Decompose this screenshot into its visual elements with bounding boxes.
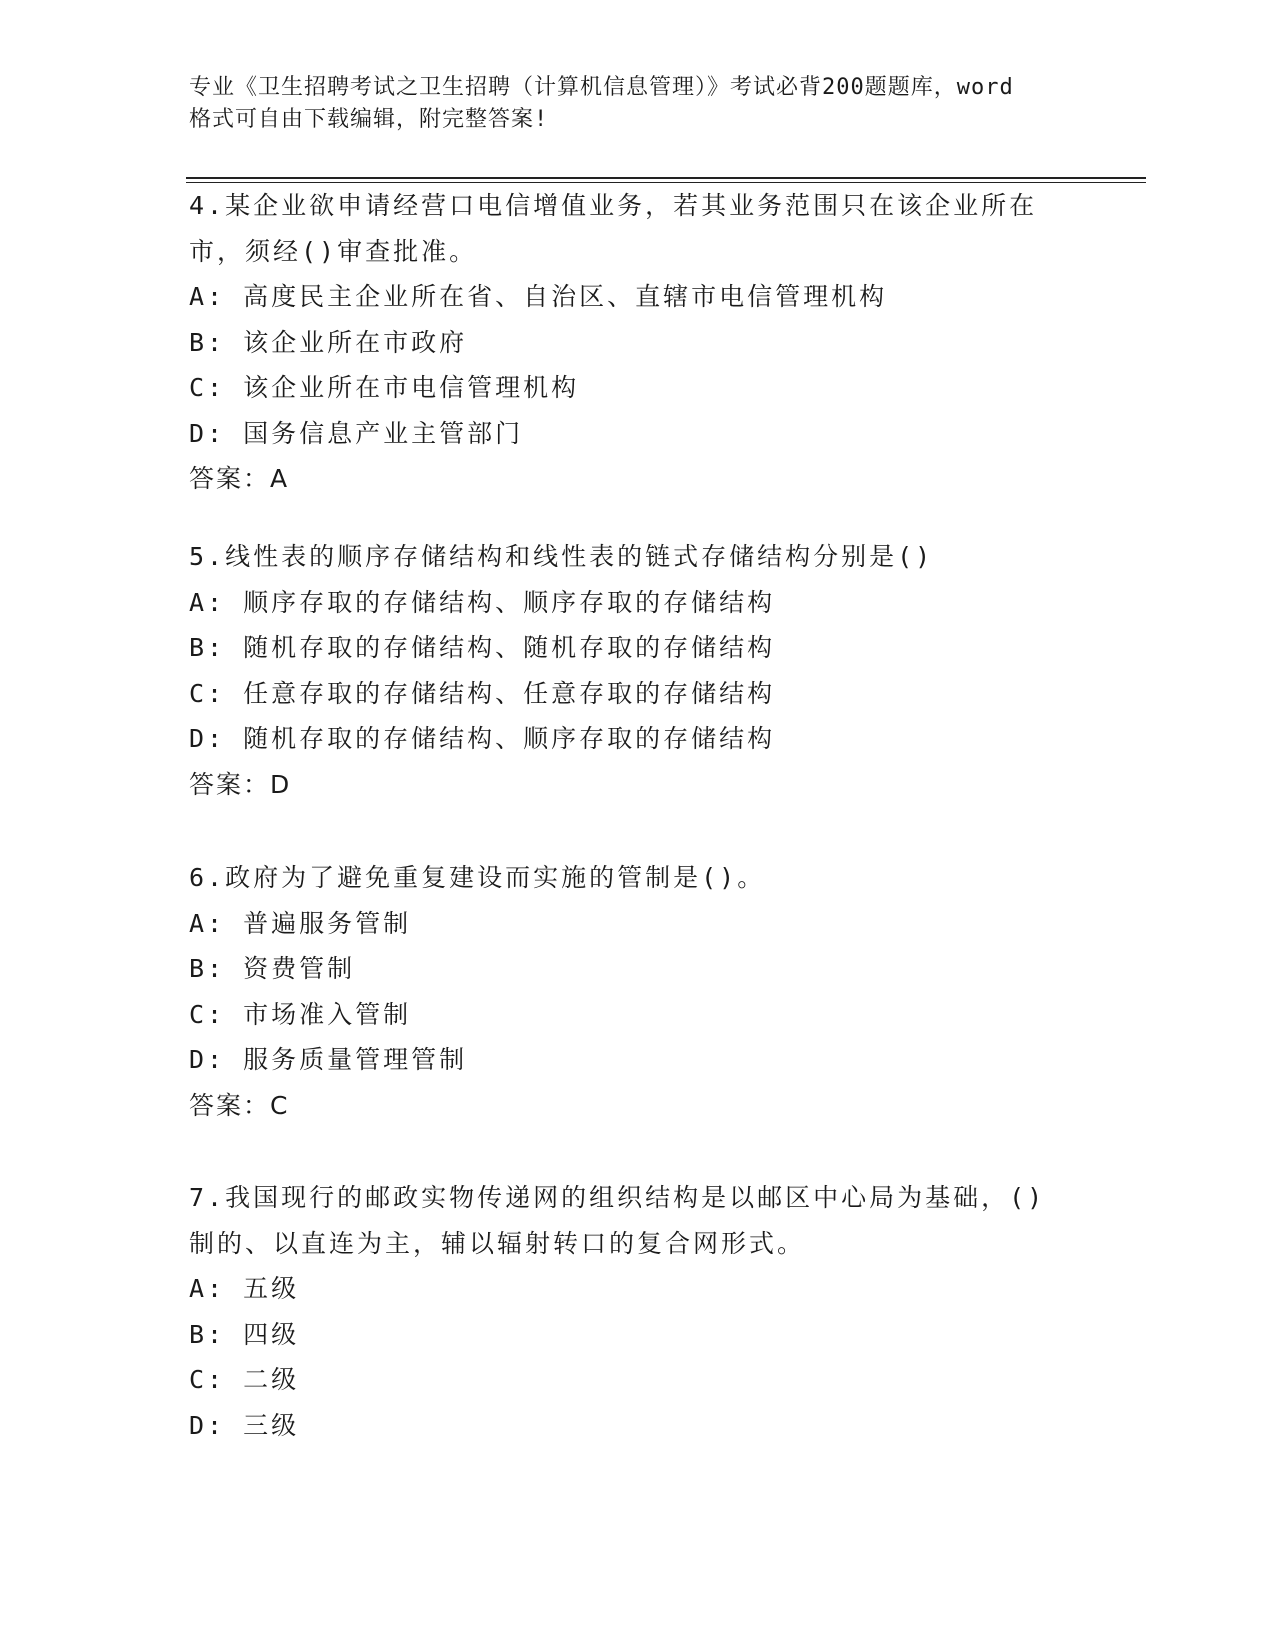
option-c: C: 该企业所在市电信管理机构 [189, 373, 580, 402]
option-d: D: 三级 [189, 1410, 300, 1440]
question-stem-line: 6.政府为了避免重复建设而实施的管制是()。 [189, 863, 766, 892]
question-7 [189, 1175, 1089, 1448]
question-stem-line: 4.某企业欲申请经营口电信增值业务，若其业务范围只在该企业所在 [189, 191, 1038, 220]
answer-label: 答案：A [189, 464, 290, 493]
document-header [189, 72, 1089, 136]
answer-label: 答案：C [189, 1090, 290, 1120]
question-stem-line: 7.我国现行的邮政实物传递网的组织结构是以邮区中心局为基础，() [189, 1183, 1046, 1212]
header-line-2: 格式可自由下载编辑，附完整答案! [189, 107, 549, 132]
option-b: B: 资费管制 [189, 954, 356, 983]
option-d: D: 服务质量管理管制 [189, 1045, 468, 1074]
question-4 [189, 183, 1089, 502]
question-5 [189, 534, 1089, 807]
option-b: B: 随机存取的存储结构、随机存取的存储结构 [189, 633, 776, 662]
option-a: A: 五级 [189, 1274, 300, 1303]
answer-label: 答案：D [189, 769, 292, 799]
header-divider-thick [186, 177, 1146, 179]
option-b: B: 四级 [189, 1319, 300, 1349]
option-c: C: 任意存取的存储结构、任意存取的存储结构 [189, 678, 776, 708]
option-a: A: 普遍服务管制 [189, 908, 412, 938]
option-a: A: 顺序存取的存储结构、顺序存取的存储结构 [189, 587, 776, 617]
question-stem-line: 制的、以直连为主，辅以辐射转口的复合网形式。 [189, 1228, 806, 1258]
option-c: C: 市场准入管制 [189, 999, 412, 1029]
option-d: D: 国务信息产业主管部门 [189, 418, 524, 448]
option-c: C: 二级 [189, 1365, 300, 1394]
header-line-1: 专业《卫生招聘考试之卫生招聘（计算机信息管理）》考试必背200题题库，word [189, 75, 1014, 100]
question-stem-line: 市，须经()审查批准。 [189, 236, 478, 266]
question-stem-line: 5.线性表的顺序存储结构和线性表的链式存储结构分别是() [189, 542, 934, 571]
option-b: B: 该企业所在市政府 [189, 327, 468, 357]
option-d: D: 随机存取的存储结构、顺序存取的存储结构 [189, 724, 776, 753]
question-6 [189, 855, 1089, 1128]
option-a: A: 高度民主企业所在省、自治区、直辖市电信管理机构 [189, 282, 888, 311]
